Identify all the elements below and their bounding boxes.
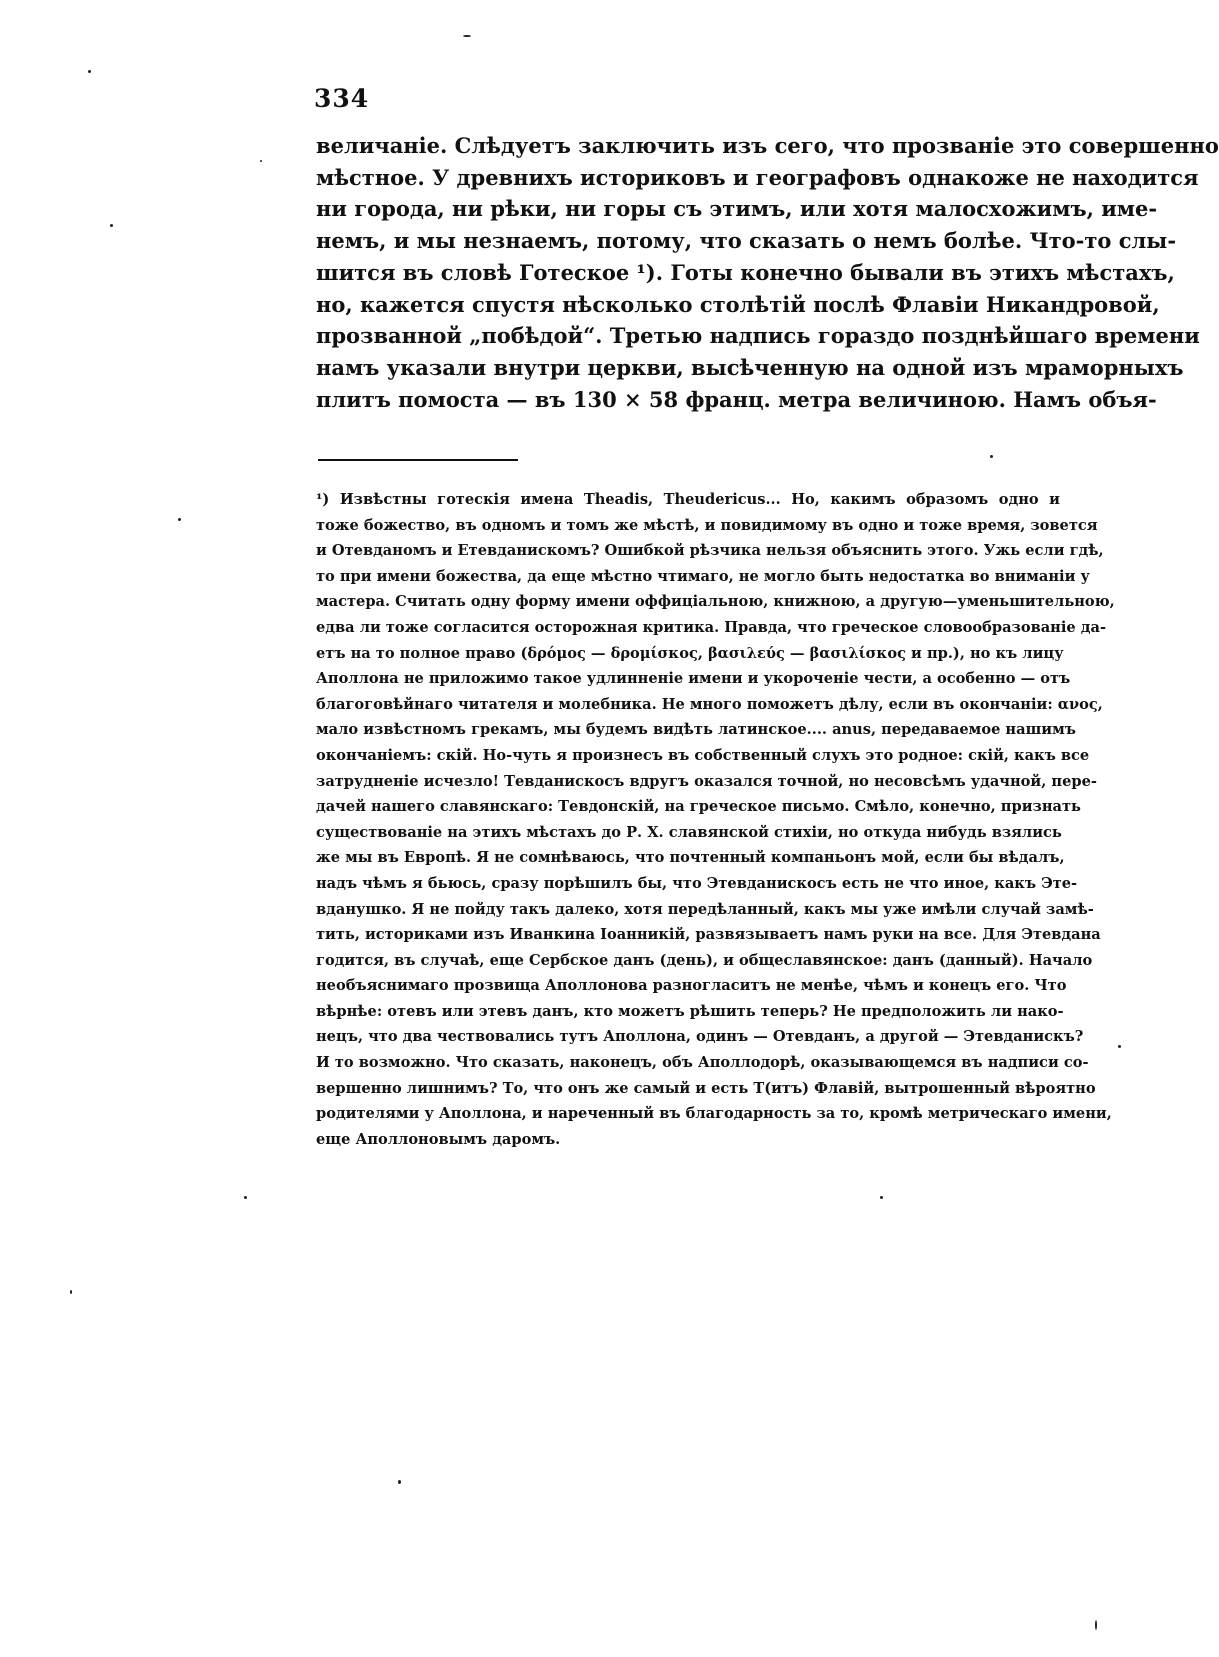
footnote-line: ¹) Извѣстны готескія имена Theadis, Theudericus... Но, какимъ образомъ одно и bbox=[316, 491, 1060, 508]
text-line: ни города, ни рѣки, ни горы съ этимъ, или хотя малосхожимъ, име- bbox=[316, 196, 1158, 222]
scan-speck bbox=[110, 224, 113, 227]
footnote-line: тить, историками изъ Иванкина Іоанникій, развязываетъ намъ руки на все. Для Этевдана bbox=[316, 926, 1101, 944]
scan-speck bbox=[244, 1196, 247, 1199]
footnote-line: же мы въ Европѣ. Я не сомнѣваюсь, что почтенный компаньонъ мой, если бы вѣдалъ, bbox=[316, 849, 1065, 867]
footnote-line: надъ чѣмъ я бьюсь, сразу порѣшилъ бы, что Этевданискосъ есть не что иное, какъ Эте- bbox=[316, 874, 1078, 892]
footnote-line: существованіе на этихъ мѣстахъ до Р. Х. славянской стихіи, но откуда нибудь взялись bbox=[316, 823, 1062, 841]
scan-speck bbox=[1118, 1045, 1121, 1048]
footnote-line: годится, въ случаѣ, еще Сербское данъ (день), и общеславянское: данъ (данный). Начало bbox=[316, 951, 1093, 969]
scan-speck bbox=[178, 518, 181, 521]
text-line: шится въ словѣ Готеское ¹). Готы конечно бывали въ этихъ мѣстахъ, bbox=[316, 259, 1175, 285]
footnote-line: нецъ, что два чествовались тутъ Аполлона, одинъ — Отевданъ, а другой — Этевданискъ? bbox=[316, 1028, 1084, 1046]
footnote-line: Аполлона не приложимо такое удлинненіе имени и укороченіе чести, а особенно — отъ bbox=[316, 670, 1071, 688]
footnote-line: благоговѣйнаго читателя и молебника. Не много поможетъ дѣлу, если въ окончаніи: ανος, bbox=[316, 695, 1103, 713]
footnote-line: еще Аполлоновымъ даромъ. bbox=[316, 1130, 561, 1148]
scan-speck bbox=[990, 455, 993, 458]
scan-speck bbox=[70, 1290, 72, 1294]
scan-speck bbox=[88, 70, 91, 73]
footnote-line: затрудненіе исчезло! Тевданискосъ вдругъ оказался точной, но несовсѣмъ удачной, пере- bbox=[316, 772, 1097, 790]
page-number: 334 bbox=[314, 84, 370, 113]
footnote bbox=[316, 487, 1115, 1152]
footnote-line: то при имени божества, да еще мѣстно чтимаго, не могло быть недостатка во вниманіи у bbox=[316, 567, 1090, 585]
footnote-line: мало извѣстномъ грекамъ, мы будемъ видѣть латинское.... anus, передаваемое нашимъ bbox=[316, 721, 1076, 739]
scan-speck bbox=[260, 160, 262, 162]
footnote-line: тоже божество, въ одномъ и томъ же мѣстѣ, и повидимому въ одно и тоже время, зовется bbox=[316, 516, 1098, 534]
scan-speck bbox=[880, 1196, 883, 1199]
text-line: плитъ помоста — въ 130 × 58 франц. метра величиною. Намъ объя- bbox=[316, 386, 1157, 412]
footnote-line: етъ на то полное право (δρόμος — δρομίσκος, βασιλεύς — βασιλίσκος и пр.), но къ лицу bbox=[316, 644, 1064, 662]
footnote-line: едва ли тоже согласится осторожная критика. Правда, что греческое словообразованіе да- bbox=[316, 618, 1107, 636]
footnote-line: окончаніемъ: скій. Но-чуть я произнесъ въ собственный слухъ это родное: скій, какъ все bbox=[316, 746, 1090, 764]
text-line: прозванной „побѣдой“. Третью надпись гораздо позднѣйшаго времени bbox=[316, 323, 1200, 349]
text-line: величаніе. Слѣдуетъ заключить изъ сего, что прозваніе это совершенно bbox=[316, 133, 1219, 158]
footnote-line: дачей нашего славянскаго: Тевдонскій, на греческое письмо. Смѣло, конечно, признать bbox=[316, 798, 1081, 816]
scan-speck bbox=[398, 1480, 401, 1484]
footnote-line: вѣрнѣе: отевъ или этевъ данъ, кто можетъ рѣшить теперь? Не предположить ли нако- bbox=[316, 1002, 1064, 1020]
scan-speck bbox=[463, 35, 471, 37]
text-line: мѣстное. У древнихъ историковъ и географовъ однакоже не находится bbox=[316, 164, 1199, 190]
footnote-line: мастера. Считать одну форму имени оффиціальною, книжною, а другую—уменьшительною, bbox=[316, 593, 1115, 611]
text-line: намъ указали внутри церкви, высѣченную на одной изъ мраморныхъ bbox=[316, 354, 1184, 380]
scan-speck bbox=[1095, 1620, 1097, 1630]
footnote-line: родителями у Аполлона, и нареченный въ благодарность за то, кромѣ метрическаго имени, bbox=[316, 1105, 1112, 1123]
footnote-line: и Отевданомъ и Етевданискомъ? Ошибкой рѣзчика нельзя объяснить этого. Ужь если гдѣ, bbox=[316, 542, 1104, 560]
footnote-line: И то возможно. Что сказать, наконецъ, объ Аполлодорѣ, оказывающемся въ надписи со- bbox=[316, 1054, 1089, 1072]
footnote-divider bbox=[318, 459, 518, 461]
footnote-line: необъяснимаго прозвища Аполлонова разногласитъ не менѣе, чѣмъ и конецъ его. Что bbox=[316, 977, 1067, 995]
text-line: но, кажется спустя нѣсколько столѣтій послѣ Флавіи Никандровой, bbox=[316, 291, 1160, 317]
footnote-line: вданушко. Я не пойду такъ далеко, хотя передѣланный, какъ мы уже имѣли случай замѣ- bbox=[316, 900, 1094, 918]
footnote-line: вершенно лишнимъ? То, что онъ же самый и есть Т(итъ) Флавій, вытрошенный вѣроятно bbox=[316, 1079, 1096, 1097]
text-line: немъ, и мы незнаемъ, потому, что сказать о немъ болѣе. Что-то слы- bbox=[316, 228, 1177, 254]
main-text bbox=[316, 130, 1219, 415]
